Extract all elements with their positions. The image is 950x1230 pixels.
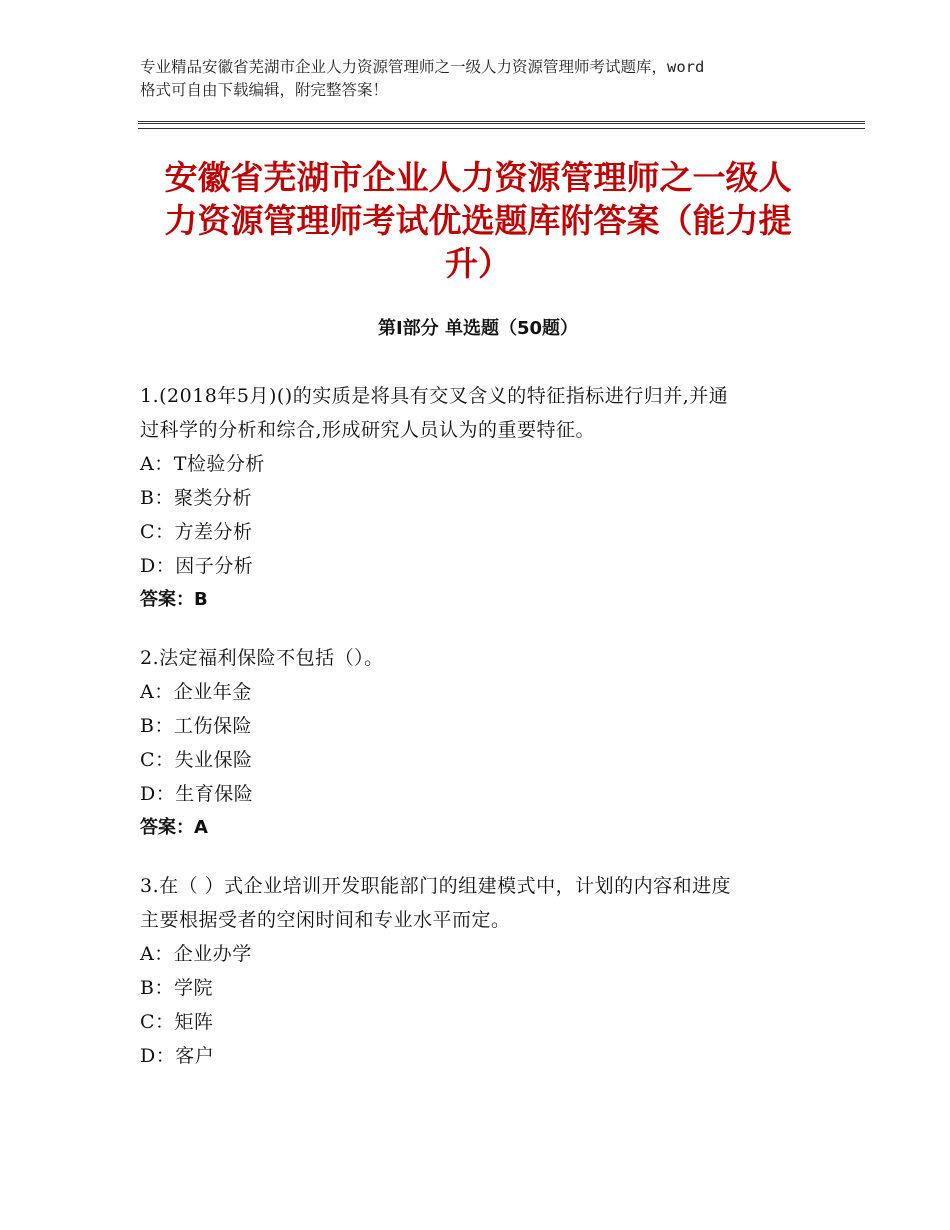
option-b: B：工伤保险	[140, 715, 252, 737]
document-title-line-2: 力资源管理师考试优选题库附答案（能力提	[164, 201, 792, 240]
option-d: D：客户	[140, 1045, 215, 1067]
option-a: A：企业年金	[140, 681, 252, 703]
option-a: A：T检验分析	[140, 453, 265, 475]
question-3	[140, 869, 820, 1073]
document-title	[138, 156, 818, 285]
option-a: A：企业办学	[140, 943, 252, 965]
section-title: 第Ⅰ部分 单选题（50题）	[377, 318, 578, 339]
option-c: C：方差分析	[140, 521, 253, 543]
question-text: 1.(2018年5月)()的实质是将具有交叉含义的特征指标进行归并,并通	[140, 385, 729, 407]
question-2	[140, 641, 820, 845]
header-divider	[138, 121, 865, 129]
document-title-line-1: 安徽省芜湖市企业人力资源管理师之一级人	[164, 158, 792, 197]
question-list	[140, 379, 820, 1097]
option-d: D：因子分析	[140, 555, 254, 577]
header-note-line-2: 格式可自由下载编辑，附完整答案！	[140, 81, 389, 99]
document-title-line-3: 升）	[445, 244, 511, 283]
option-b: B：聚类分析	[140, 487, 252, 509]
option-b: B：学院	[140, 977, 213, 999]
question-text: 2.法定福利保险不包括（）。	[140, 647, 384, 669]
answer: 答案：B	[140, 589, 208, 610]
question-text: 主要根据受者的空闲时间和专业水平而定。	[140, 909, 511, 931]
header-note	[140, 56, 830, 102]
question-text: 过科学的分析和综合,形成研究人员认为的重要特征。	[140, 419, 596, 441]
answer: 答案：A	[140, 817, 208, 838]
question-text: 3.在（ ）式企业培训开发职能部门的组建模式中，计划的内容和进度	[140, 875, 732, 897]
option-c: C：失业保险	[140, 749, 253, 771]
option-d: D：生育保险	[140, 783, 254, 805]
option-c: C：矩阵	[140, 1011, 214, 1033]
header-note-line-1: 专业精品安徽省芜湖市企业人力资源管理师之一级人力资源管理师考试题库，word	[140, 58, 705, 76]
question-1	[140, 379, 820, 617]
